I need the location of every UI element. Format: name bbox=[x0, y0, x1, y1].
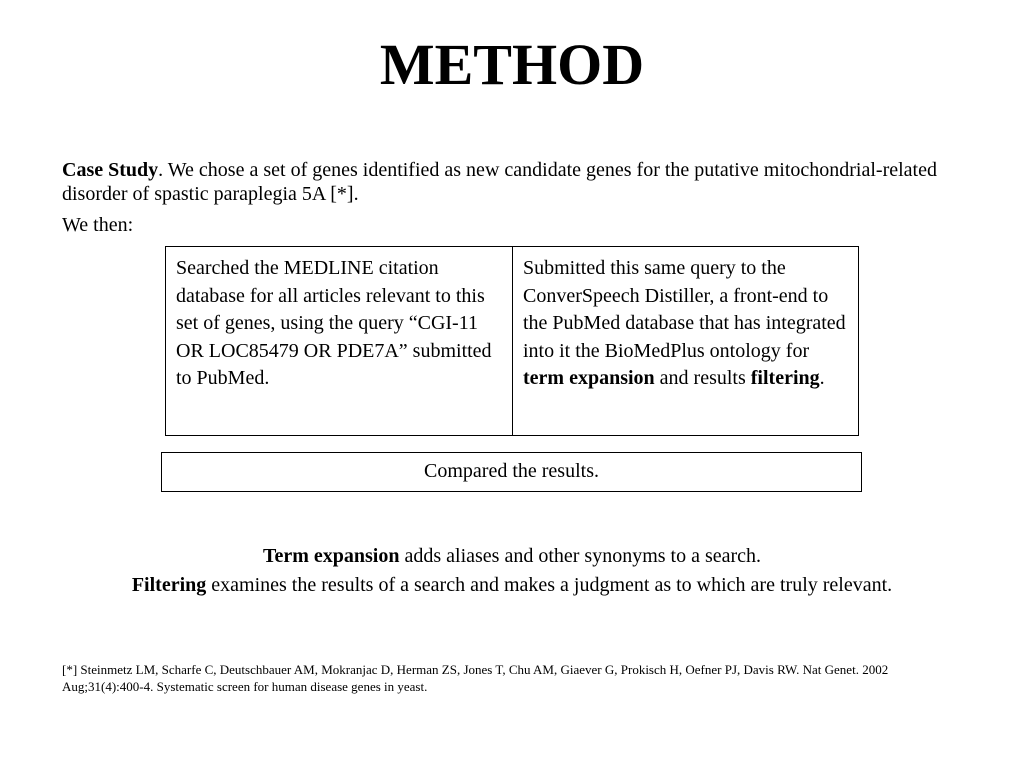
distiller-text-2: and results bbox=[654, 367, 751, 389]
filtering-definition bbox=[0, 571, 1024, 600]
compare-results-box: Compared the results. bbox=[161, 452, 862, 492]
filtering-label: Filtering bbox=[131, 574, 207, 596]
distiller-text-3: . bbox=[819, 367, 825, 389]
case-study-label: Case Study bbox=[62, 159, 159, 181]
term-expansion-bold: term expansion bbox=[523, 367, 655, 389]
term-expansion-text: adds aliases and other synonyms to a search. bbox=[399, 545, 762, 567]
distiller-text-1: Submitted this same query to the ConverSpeech Distiller, a front-end to the PubMed database that has integrated into it the BioMedPlus ontology for bbox=[523, 257, 846, 362]
definitions-section bbox=[0, 542, 1024, 600]
term-expansion-definition bbox=[0, 542, 1024, 571]
steps-table bbox=[165, 246, 859, 436]
case-study-paragraph bbox=[62, 158, 942, 206]
step-medline-cell: Searched the MEDLINE citation database for all articles relevant to this set of genes, using the query “CGI-11 OR LOC85479 OR PDE7A” submitted to PubMed. bbox=[166, 247, 513, 435]
reference-footnote: [*] Steinmetz LM, Scharfe C, Deutschbauer AM, Mokranjac D, Herman ZS, Jones T, Chu AM, Giaever G, Prokisch H, Oefner PJ, Davis RW. Nat Genet. 2002 Aug;31(4):400-4. Systematic screen for human disease genes in yeast. bbox=[62, 662, 889, 694]
slide-title: METHOD bbox=[379, 32, 645, 97]
case-study-text: . We chose a set of genes identified as new candidate genes for the putative mitochondrial-related disorder of spastic paraplegia 5A [*]. bbox=[62, 159, 937, 205]
filtering-text: examines the results of a search and makes a judgment as to which are truly relevant. bbox=[206, 574, 893, 596]
intro-section bbox=[62, 158, 942, 237]
filtering-bold: filtering bbox=[750, 367, 820, 389]
term-expansion-label: Term expansion bbox=[262, 545, 400, 567]
then-paragraph: We then: bbox=[62, 214, 134, 236]
step-distiller-cell bbox=[513, 247, 858, 435]
